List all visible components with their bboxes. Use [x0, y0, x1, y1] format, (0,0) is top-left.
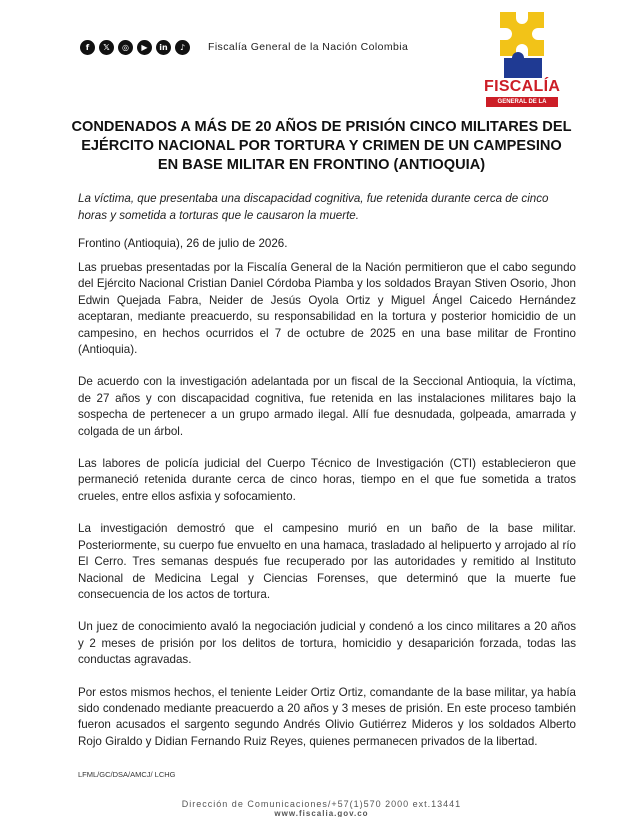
body-paragraph: Las pruebas presentadas por la Fiscalía General de la Nación permitieron que el cabo segundo del Ejército Nacional Cristian Daniel Córdoba Piamba y los soldados Brayan Stiven Osorio, Jhon Edwin Quejada Fabra, Neider de Jesús Oyola Ortiz y Miguel Ángel Caicedo Hernández aceptaran, mediante preacuerdo, su responsabilidad en la tortura y posterior homicidio de un campesino, en hechos ocurridos el 7 de octubre de 2025 en una base militar de Frontino (Antioquia).	[78, 261, 576, 357]
linkedin-icon[interactable]: in	[156, 40, 171, 55]
social-icons	[80, 40, 190, 55]
tiktok-icon[interactable]: ♪	[175, 40, 190, 55]
organization-name: Fiscalía General de la Nación Colombia	[208, 41, 409, 53]
author-initials: LFML/GC/DSA/AMCJ/ LCHG	[78, 770, 176, 779]
body-paragraph: Las labores de policía judicial del Cuerpo Técnico de Investigación (CTI) establecieron que permaneció retenida durante cerca de cinco horas, tiempo en el que fue sometida a tratos crueles, entre ellos asfixia y sofocamiento.	[78, 457, 576, 503]
fiscalia-logo	[482, 8, 561, 115]
puzzle-logo-icon	[482, 8, 560, 80]
body-text	[78, 260, 576, 766]
body-paragraph: La investigación demostró que el campesino murió en un baño de la base militar. Posteriormente, su cuerpo fue envuelto en una hamaca, trasladado al helipuerto y arrojado al río El Cerro. Tres semanas después fue recuperado por las autoridades y remitido al Instituto Nacional de Medicina Legal y Ciencias Forenses, que determinó que la muerte fue consecuencia de los actos de tortura.	[78, 522, 576, 601]
facebook-icon[interactable]: f	[80, 40, 95, 55]
body-paragraph: Un juez de conocimiento avaló la negociación judicial y condenó a los cinco militares a 20 años y 2 meses de prisión por los delitos de tortura, homicidio y desaparición forzada, todas las conductas agravadas.	[78, 620, 576, 667]
x-icon[interactable]: 𝕏	[99, 40, 114, 55]
lead-paragraph: La víctima, que presentaba una discapacidad cognitiva, fue retenida durante cerca de cinco horas y sometida a torturas que le causaron la muerte.	[78, 192, 549, 222]
dateline: Frontino (Antioquia), 26 de julio de 2026.	[78, 237, 288, 250]
logo-wordmark: FISCALÍA	[484, 78, 561, 95]
youtube-icon[interactable]: ▶	[137, 40, 152, 55]
footer-contact: Dirección de Comunicaciones/+57(1)570 2000 ext.13441	[181, 799, 462, 809]
body-paragraph: Por estos mismos hechos, el teniente Leider Ortiz Ortiz, comandante de la base militar, ya había sido condenado mediante preacuerdo a 20 años y 3 meses de prisión. En este proceso también fueron acusados el sargento segundo Andrés Olivio Gutiérrez Mideros y los soldados Alberto Rojo Giraldo y Didian Fernando Ruiz Reyes, quienes permanecen privados de la libertad.	[78, 685, 576, 748]
footer-website[interactable]: www.fiscalia.gov.co	[274, 809, 369, 817]
document-header	[0, 0, 643, 115]
logo-subtitle: GENERAL DE LA NACIÓN	[486, 97, 558, 107]
body-paragraph: De acuerdo con la investigación adelantada por un fiscal de la Seccional Antioquia, la víctima, de 27 años y con discapacidad cognitiva, fue retenida en las instalaciones militares bajo la sospecha de pertenecer a un grupo armado ilegal. Allí fue desnudada, golpeada, amarrada y colgada de un árbol.	[78, 375, 576, 438]
instagram-icon[interactable]: ◎	[118, 40, 133, 55]
press-release-title: CONDENADOS A MÁS DE 20 AÑOS DE PRISIÓN CINCO MILITARES DEL EJÉRCITO NACIONAL POR TORTURA Y CRIMEN DE UN CAMPESINO EN BASE MILITAR EN FRONTINO (ANTIOQUIA)	[71, 119, 572, 173]
